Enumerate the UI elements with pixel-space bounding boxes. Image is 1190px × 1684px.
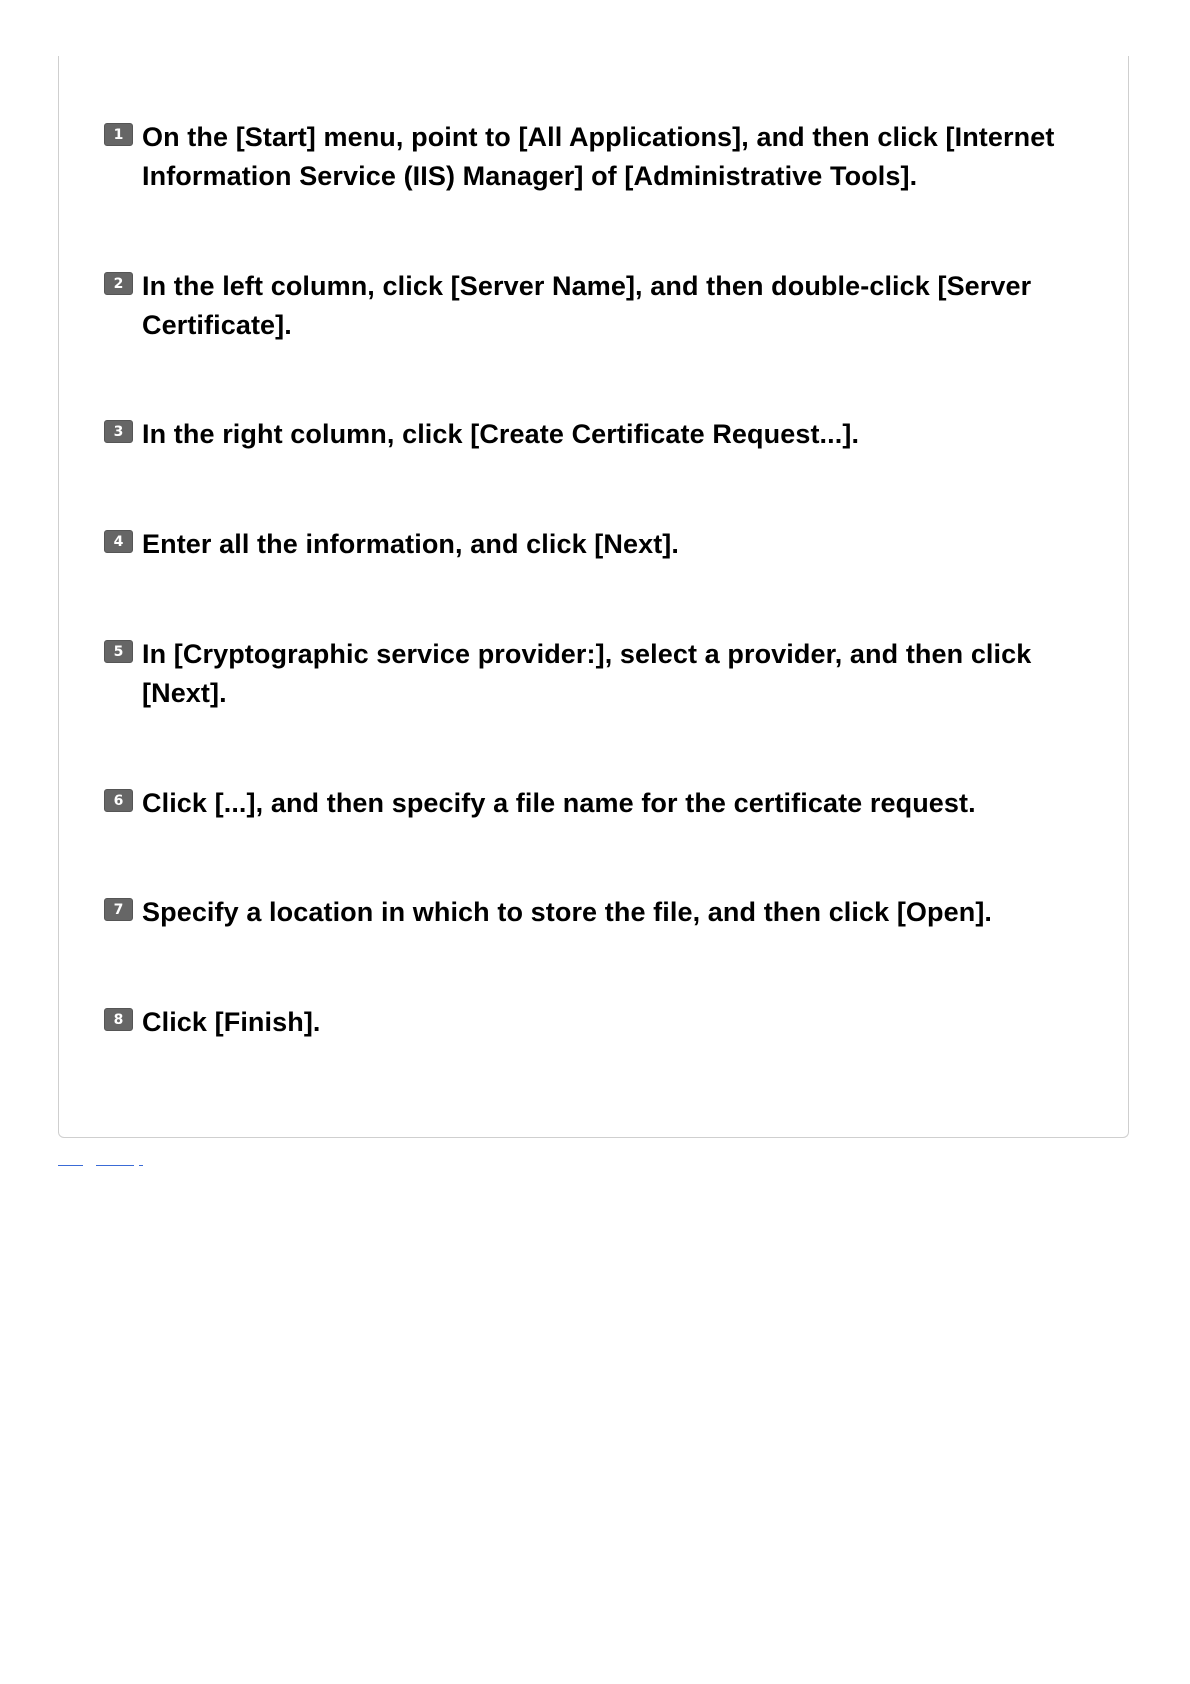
procedure-panel	[58, 56, 1129, 1138]
step-number-badge: 4	[104, 530, 133, 553]
step-number-badge: 3	[104, 420, 133, 443]
step-8	[104, 1003, 1064, 1042]
step-text: Specify a location in which to store the file, and then click [Open].	[142, 897, 993, 927]
step-6	[104, 784, 1064, 823]
step-text: In [Cryptographic service provider:], select a provider, and then click [Next].	[142, 639, 1032, 708]
step-5	[104, 635, 1064, 713]
step-number-badge: 8	[104, 1008, 133, 1031]
step-number-badge: 7	[104, 898, 133, 921]
step-number-badge: 6	[104, 789, 133, 812]
footer-link[interactable]	[58, 1155, 83, 1166]
footer-links	[58, 1152, 143, 1166]
step-number-badge: 1	[104, 123, 133, 146]
step-text: Enter all the information, and click [Next].	[142, 529, 679, 559]
step-text: In the right column, click [Create Certificate Request...].	[142, 419, 860, 449]
step-text: Click [Finish].	[142, 1007, 321, 1037]
step-3	[104, 415, 1064, 454]
step-number-badge: 2	[104, 272, 133, 295]
step-4	[104, 525, 1064, 564]
step-2	[104, 267, 1064, 345]
step-7	[104, 893, 1064, 932]
footer-link[interactable]	[96, 1155, 134, 1166]
step-text: On the [Start] menu, point to [All Applications], and then click [Internet Information Service (IIS) Manager] of [Administrative Tools].	[142, 122, 1055, 191]
footer-link[interactable]	[139, 1155, 143, 1166]
step-1	[104, 118, 1064, 196]
step-text: Click [...], and then specify a file name for the certificate request.	[142, 788, 976, 818]
step-text: In the left column, click [Server Name], and then double-click [Server Certificate].	[142, 271, 1032, 340]
step-number-badge: 5	[104, 640, 133, 663]
